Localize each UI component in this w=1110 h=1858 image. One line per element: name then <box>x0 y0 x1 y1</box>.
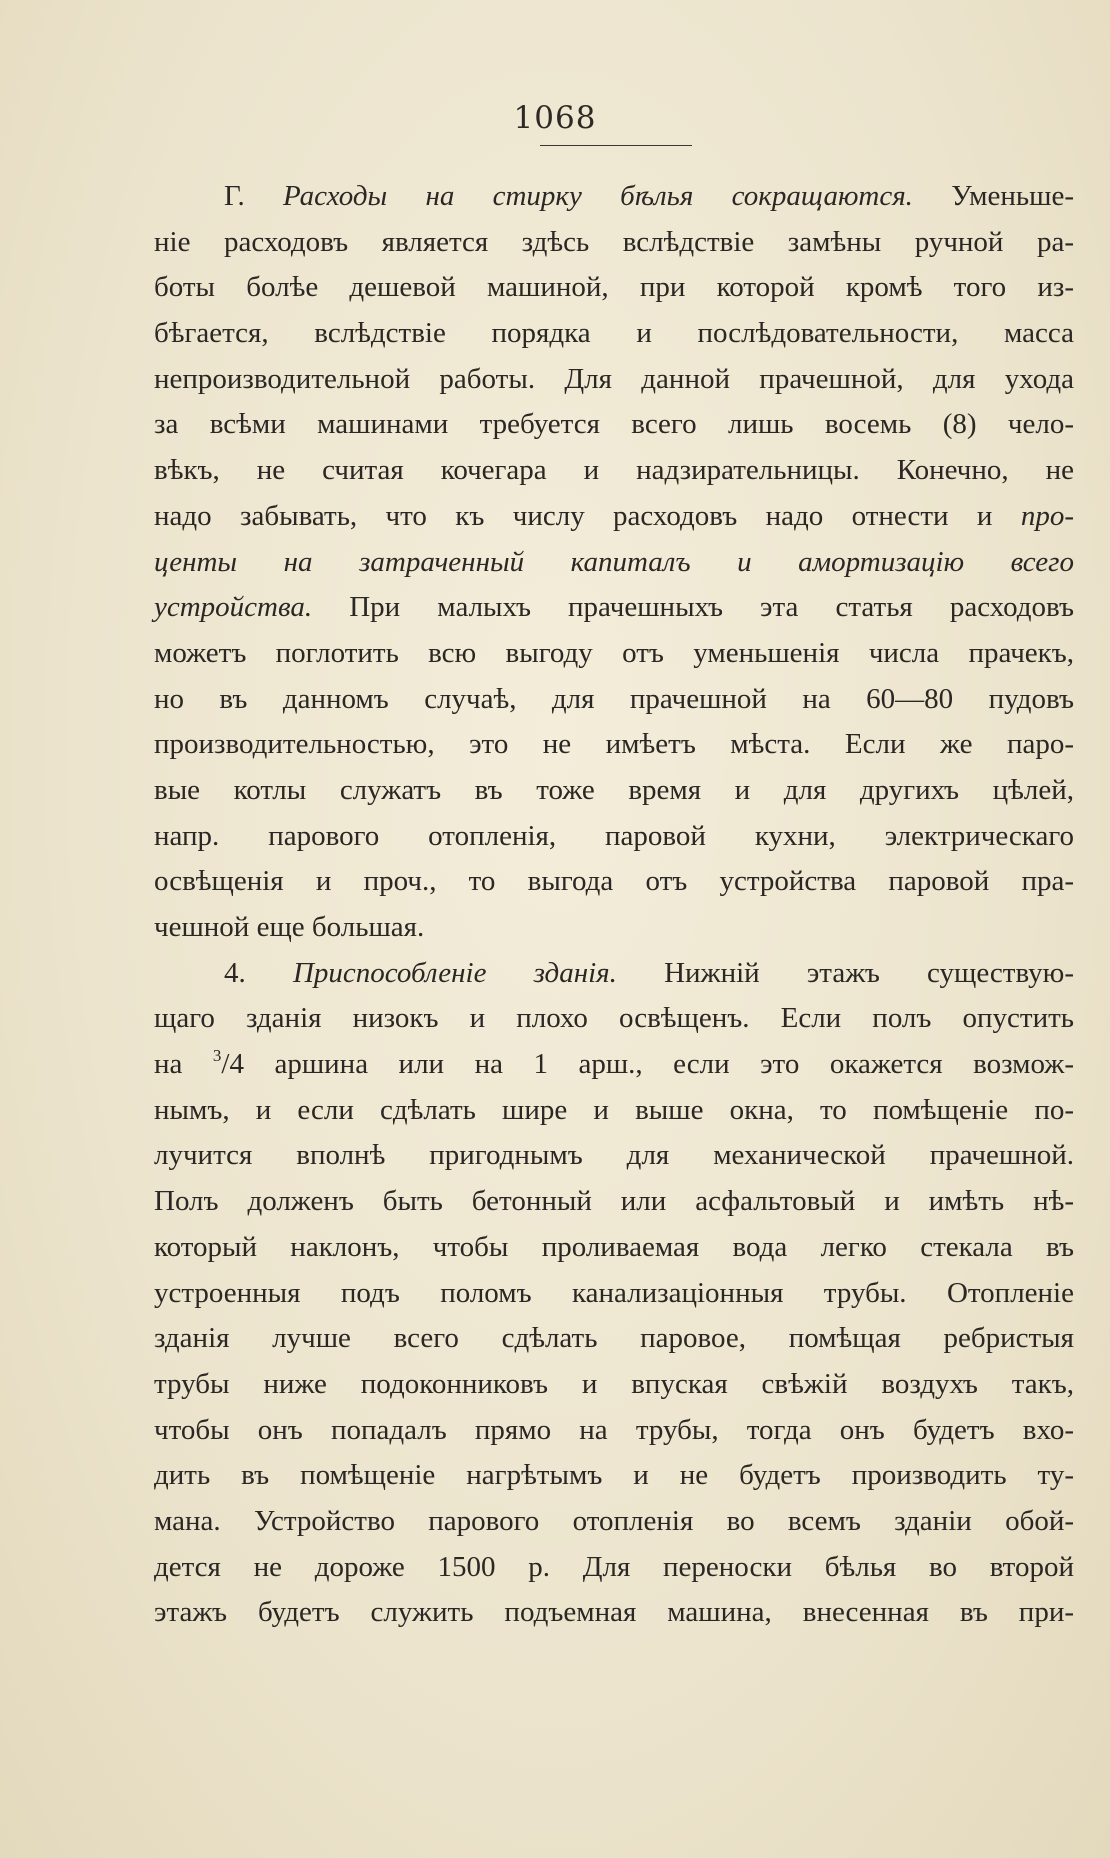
text-line: можетъ поглотить всю выгоду отъ уменьшенія числа прачекъ, <box>154 636 1074 669</box>
text-line: чтобы онъ попадалъ прямо на трубы, тогда онъ будетъ вхо- <box>154 1413 1074 1446</box>
text-line: зданія лучше всего сдѣлать паровое, помѣщая ребристыя <box>154 1322 1074 1355</box>
text-line: Полъ долженъ быть бетонный или асфальтовый и имѣть нѣ- <box>154 1185 1074 1218</box>
text-line: напр. парового отопленія, паровой кухни, электрическаго <box>154 819 1074 852</box>
text-line: за всѣми машинами требуется всего лишь восемь (8) чело- <box>154 408 1074 441</box>
text-line: устроенныя подъ поломъ канализаціонныя трубы. Отопленіе <box>154 1276 1074 1309</box>
text-line: Г. Расходы на стирку бѣлья сокращаются. Уменьше- <box>224 180 1075 212</box>
page-number: 1068 <box>513 100 597 136</box>
text-line: вые котлы служатъ въ тоже время и для другихъ цѣлей, <box>154 773 1074 806</box>
text-line: бѣгается, вслѣдствіе порядка и послѣдовательности, масса <box>154 317 1074 350</box>
text-line: мана. Устройство парового отопленія во всемъ зданіи обой- <box>154 1504 1074 1537</box>
text-line: дить въ помѣщеніе нагрѣтымъ и не будетъ производить ту- <box>154 1459 1074 1492</box>
text-line: освѣщенія и проч., то выгода отъ устройства паровой пра- <box>154 865 1074 898</box>
text-line: боты болѣе дешевой машиной, при которой кромѣ того из- <box>154 271 1074 304</box>
text-line: производительностью, это не имѣетъ мѣста. Если же паро- <box>154 728 1074 761</box>
text-line: центы на затраченный капиталъ и амортизацію всего <box>154 545 1074 578</box>
text-line: вѣкъ, не считая кочегара и надзирательницы. Конечно, не <box>154 454 1074 487</box>
text-line: ніе расходовъ является здѣсь вслѣдствіе замѣны ручной ра- <box>154 225 1074 258</box>
text-line: этажъ будетъ служить подъемная машина, внесенная въ при- <box>154 1596 1074 1629</box>
text-line: 4. Приспособленіе зданія. Нижній этажъ существую- <box>224 956 1074 989</box>
text-line: нымъ, и если сдѣлать шире и выше окна, то помѣщеніе по- <box>154 1093 1074 1126</box>
text-line: трубы ниже подоконниковъ и впуская свѣжій воздухъ такъ, <box>154 1367 1074 1400</box>
page-number-rule <box>540 145 692 146</box>
text-line: устройства. При малыхъ прачешныхъ эта статья расходовъ <box>154 591 1074 624</box>
text-line: дется не дороже 1500 р. Для переноски бѣлья во второй <box>154 1550 1074 1583</box>
text-line: надо забывать, что къ числу расходовъ надо отнести и про- <box>154 499 1074 532</box>
text-line: на $^3$/4 аршина или на 1 арш., если это окажется возмож- <box>154 1046 1074 1081</box>
text-line: который наклонъ, чтобы проливаемая вода легко стекала въ <box>154 1230 1074 1263</box>
text-line: чешной еще большая. <box>154 911 425 943</box>
text-line: но въ данномъ случаѣ, для прачешной на 60—80 пудовъ <box>154 682 1074 715</box>
text-line: непроизводительной работы. Для данной прачешной, для ухода <box>154 362 1074 395</box>
text-line: лучится вполнѣ пригоднымъ для механической прачешной. <box>154 1139 1074 1172</box>
body-text <box>154 174 1074 1636</box>
text-line: щаго зданія низокъ и плохо освѣщенъ. Если полъ опустить <box>154 1002 1074 1035</box>
